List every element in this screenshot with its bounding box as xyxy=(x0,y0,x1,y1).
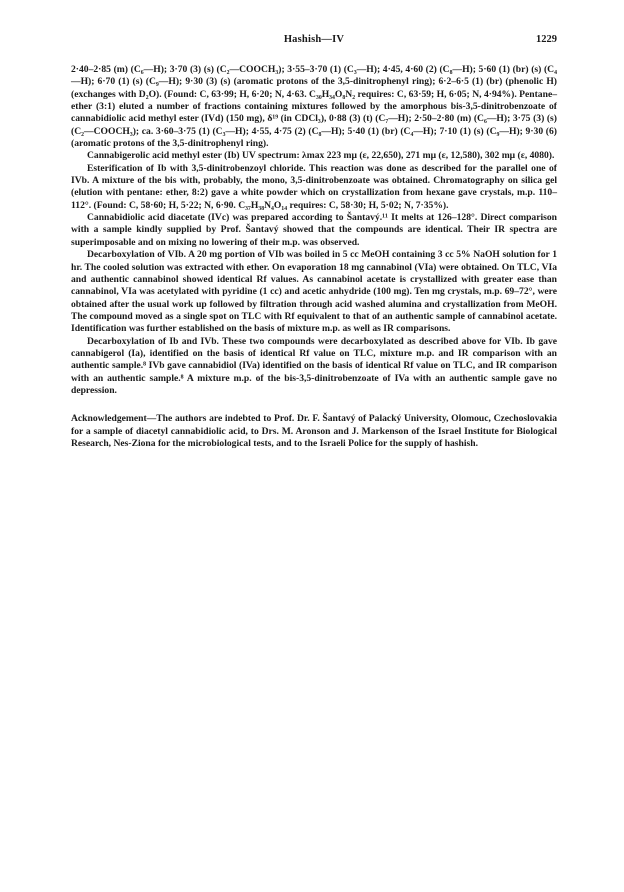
acknowledgement-paragraph: Acknowledgement—The authors are indebted to Prof. Dr. F. Šantavý of Palacký University, Olomouc, Czechoslovakia for a sample of diacetyl cannabidiolic acid, to Drs. M. Aronson and J. Markenson of the Israel Institute for Biological Research, Nes-Ziona for the microbiological tests, and to the Israeli Police for the supply of hashish. xyxy=(71,413,557,449)
esterification-paragraph: Esterification of Ib with 3,5-dinitrobenzoyl chloride. This reaction was done as described for the parallel one of IVb. A mixture of the bis with, probably, the mono, 3,5-dinitrobenzoate was obtained. Chromatography on silica gel (elution with pentane: ether, 8:2) gave a white powder which on crystallization from hexane gave crystals, m.p. 110–112°. (Found: C, 58·60; H, 5·22; N, 6·90. C₃₇H₃₈N₄O₁₄ requires: C, 58·30; H, 5·02; N, 7·35%). xyxy=(71,162,557,211)
journal-page xyxy=(71,34,557,450)
running-header xyxy=(71,34,557,50)
nmr-data-paragraph: 2·40–2·85 (m) (C₆—H); 3·70 (3) (s) (C₂—COOCH₃); 3·55–3·70 (1) (C₃—H); 4·45, 4·60 (2) (C₈—H); 5·60 (1) (br) (s) (C₄—H); 6·70 (1) (s) (C₉—H); 9·30 (3) (s) (aromatic protons of the 3,5-dinitrophenyl ring); 6·2–6·5 (1) (br) (phenolic H) (exchanges with D₂O). (Found: C, 63·99; H, 6·20; N, 4·63. C₃₀H₃₄O₈N₂ requires: C, 63·59; H, 6·05; N, 4·94%). Pentane–ether (3:1) eluted a number of fractions containing mixtures followed by the amorphous bis-3,5-dinitrobenzoate of cannabidiolic acid methyl ester (IVd) (150 mg), δ¹⁹ (in CDCl₃), 0·88 (3) (t) (C₇—H); 2·50–2·80 (m) (C₆—H); 3·75 (3) (s) (C₂—COOCH₃); ca. 3·60–3·75 (1) (C₃—H); 4·55, 4·75 (2) (C₈—H); 5·40 (1) (br) (C₄—H); 7·10 (1) (s) (C₉—H); 9·30 (6) (aromatic protons of the 3,5-dinitrophenyl ring). xyxy=(71,64,557,150)
page-number: 1229 xyxy=(536,34,557,45)
cannabigerolic-ester-uv-paragraph: Cannabigerolic acid methyl ester (Ib) UV spectrum: λmax 223 mμ (ε, 22,650), 271 mμ (ε, 12,580), 302 mμ (ε, 4080). xyxy=(87,150,555,162)
running-title: Hashish—IV xyxy=(283,34,345,45)
diacetate-paragraph: Cannabidiolic acid diacetate (IVc) was prepared according to Šantavý.¹¹ It melts at 126–128°. Direct comparison with a sample kindly supplied by Prof. Šantavý showed that the compounds are identical. Their IR spectra are superimposable and on mixing no lowering of their m.p. was observed. xyxy=(71,212,557,248)
decarboxylation-ib-ivb-paragraph: Decarboxylation of Ib and IVb. These two compounds were decarboxylated as described above for VIb. Ib gave cannabigerol (Ia), identified on the basis of identical Rf value on TLC, mixture m.p. and IR comparison with an authentic sample.⁸ IVb gave cannabidiol (IVa) identified on the basis of identical Rf value on TLC, and IR comparison with an authentic sample.⁸ A mixture m.p. of the bis-3,5-dinitrobenzoate of IVa with an authentic sample gave no depression. xyxy=(71,335,557,396)
decarboxylation-vib-paragraph: Decarboxylation of VIb. A 20 mg portion of VIb was boiled in 5 cc MeOH containing 3 cc 5% NaOH solution for 1 hr. The cooled solution was extracted with ether. On evaporation 18 mg cannabinol (VIa) were obtained. On TLC, VIa and authentic cannabinol showed identical Rf values. As cannabinol acetate is crystallized with greater ease than cannabinol, VIa was acetylated with pyridine (1 cc) and acetic anhydride (100 mg). Ten mg crystals, m.p. 69–72°, were obtained after the usual work up followed by filtration through acid washed alumina and crystallization from MeOH. The compound moved as a single spot on TLC with Rf equivalent to that of an authentic sample of cannabinol acetate. Identification was further established on the basis of mixture m.p. as well as IR comparisons. xyxy=(71,249,557,335)
